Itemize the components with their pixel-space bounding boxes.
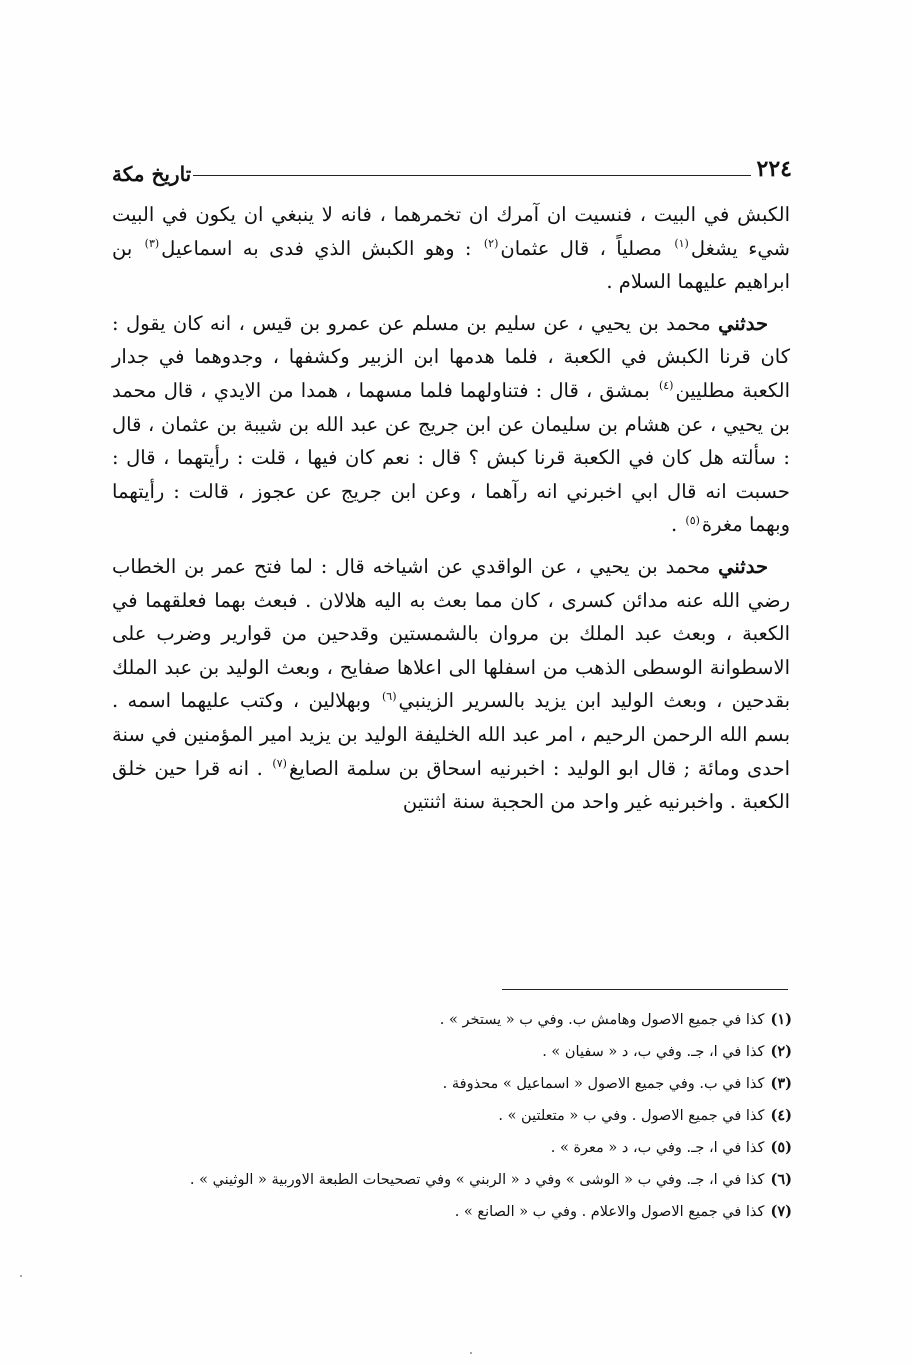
footnote-number: (٤) bbox=[770, 1107, 792, 1124]
text-segment: مصلياً ، قال عثمان bbox=[500, 236, 673, 260]
running-header bbox=[112, 148, 792, 186]
footnote-number: (٧) bbox=[770, 1203, 792, 1220]
footnote bbox=[120, 1132, 792, 1164]
text-segment: بمشق ، قال : فتناولهما فلما مسهما ، همدا من الايدي ، قال محمد بن يحيي ، عن هشام بن سليمان عن ابن جريج عن عبد الله بن شيبة بن عثمان ، قال : سألته هل كان في الكعبة قرنا كبش ؟ قال : نعم كان فيها ، قلت : رأيتهما ، قال : حسبت انه قال ابي اخبرني انه رآهما ، وعن ابن جريج عن عجوز ، قالت : رأيتهما وبهما مغرة bbox=[112, 378, 790, 537]
text-segment: : وهو الكبش الذي فدى به اسماعيل bbox=[161, 236, 482, 260]
text-segment: . انه قرا حين خلق الكعبة . واخبرنيه غير واحد من الحجبة سنة اثنتين bbox=[112, 756, 790, 814]
footnote-ref: (٧) bbox=[272, 757, 287, 770]
paragraph-lead-word: حدثني bbox=[718, 554, 768, 578]
text-segment: محمد بن يحيي ، عن سليم بن مسلم عن عمرو بن قيس ، انه كان يقول : كان قرنا الكبش في الكعبة ، فلما هدمها ابن الزبير وكشفها ، وجدوهما في جدار الكعبة مطليين bbox=[112, 311, 790, 402]
scan-speck bbox=[20, 1275, 22, 1277]
footnote-text: كذا في ا، جـ. وفي ب، د « معرة » . bbox=[550, 1140, 765, 1156]
text-segment: الكبش في البيت ، فنسيت ان آمرك ان تخمرهما ، فانه لا ينبغي ان يكون في البيت شيء يشغل bbox=[112, 203, 790, 260]
footnote-ref: (٥) bbox=[685, 513, 700, 527]
footnote bbox=[120, 1196, 792, 1228]
paragraph bbox=[112, 550, 790, 819]
footnote-text: كذا في ا، جـ. وفي ب « الوشى » وفي د « الربني » وفي تصحيحات الطبعة الاوربية « الوثيني » . bbox=[189, 1172, 765, 1188]
footnote bbox=[120, 1164, 792, 1196]
footnote-text: كذا في ا، جـ. وفي ب، د « سفيان » . bbox=[542, 1044, 765, 1060]
footnote-number: (١) bbox=[770, 1011, 792, 1028]
footnote-ref: (٣) bbox=[144, 237, 160, 251]
running-title: تاريخ مكة bbox=[112, 162, 192, 186]
page-number: ٢٢٤ bbox=[756, 156, 792, 182]
footnote-number: (٢) bbox=[770, 1043, 792, 1060]
footnote-text: كذا في جميع الاصول والاعلام . وفي ب « الصانع » . bbox=[454, 1204, 765, 1220]
footnote-ref: (٢) bbox=[483, 237, 499, 251]
footnotes bbox=[120, 1004, 792, 1228]
text-segment: وبهلالين ، وكتب عليهما اسمه . بسم الله الرحمن الرحيم ، امر عبد الله الخليفة الوليد بن يزيد امير المؤمنين في سنة احدى ومائة ; قال ابو الوليد : اخبرنيه اسحاق بن سلمة الصايغ bbox=[112, 689, 790, 780]
footnote bbox=[120, 1036, 792, 1068]
footnote-text: كذا في ب. وفي جميع الاصول « اسماعيل » محذوفة . bbox=[442, 1076, 765, 1092]
footnote-ref: (٦) bbox=[381, 689, 397, 703]
footnote-number: (٣) bbox=[770, 1075, 792, 1092]
body-text bbox=[112, 198, 790, 827]
footnote-text: كذا في جميع الاصول . وفي ب « متعلتين » . bbox=[498, 1108, 765, 1124]
footnote bbox=[120, 1100, 792, 1132]
text-segment: بن ابراهيم عليهما السلام . bbox=[112, 236, 790, 294]
footnote-text: كذا في جميع الاصول وهامش ب. وفي ب « يستخر » . bbox=[439, 1012, 765, 1028]
footnote-ref: (٤) bbox=[658, 379, 674, 393]
paragraph bbox=[112, 307, 790, 542]
footnote bbox=[120, 1004, 792, 1036]
text-segment: . bbox=[671, 513, 684, 537]
text-segment: محمد بن يحيي ، عن الواقدي عن اشياخه قال : لما فتح عمر بن الخطاب رضي الله عنه مدائن كسرى ، كان مما بعث به اليه هلالان . فبعث بهما فعلقهما في الكعبة ، وبعث عبد الملك بن مروان بالشمستين وقدحين من قوارير وضرب على الاسطوانة الوسطى الذهب من اسفلها الى اعلاها صفايح ، وبعث الوليد بن عبد الملك بقدحين ، وبعث الوليد ابن يزيد بالسرير الزينبي bbox=[112, 554, 790, 713]
footnote-ref: (١) bbox=[674, 237, 689, 251]
scan-speck bbox=[470, 1352, 472, 1354]
paragraph bbox=[112, 198, 790, 299]
footnote-number: (٥) bbox=[770, 1139, 792, 1156]
footnote-separator bbox=[502, 989, 788, 990]
paragraph-lead-word: حدثني bbox=[718, 311, 768, 335]
header-rule bbox=[193, 175, 750, 176]
footnote-number: (٦) bbox=[770, 1171, 792, 1188]
footnote bbox=[120, 1068, 792, 1100]
